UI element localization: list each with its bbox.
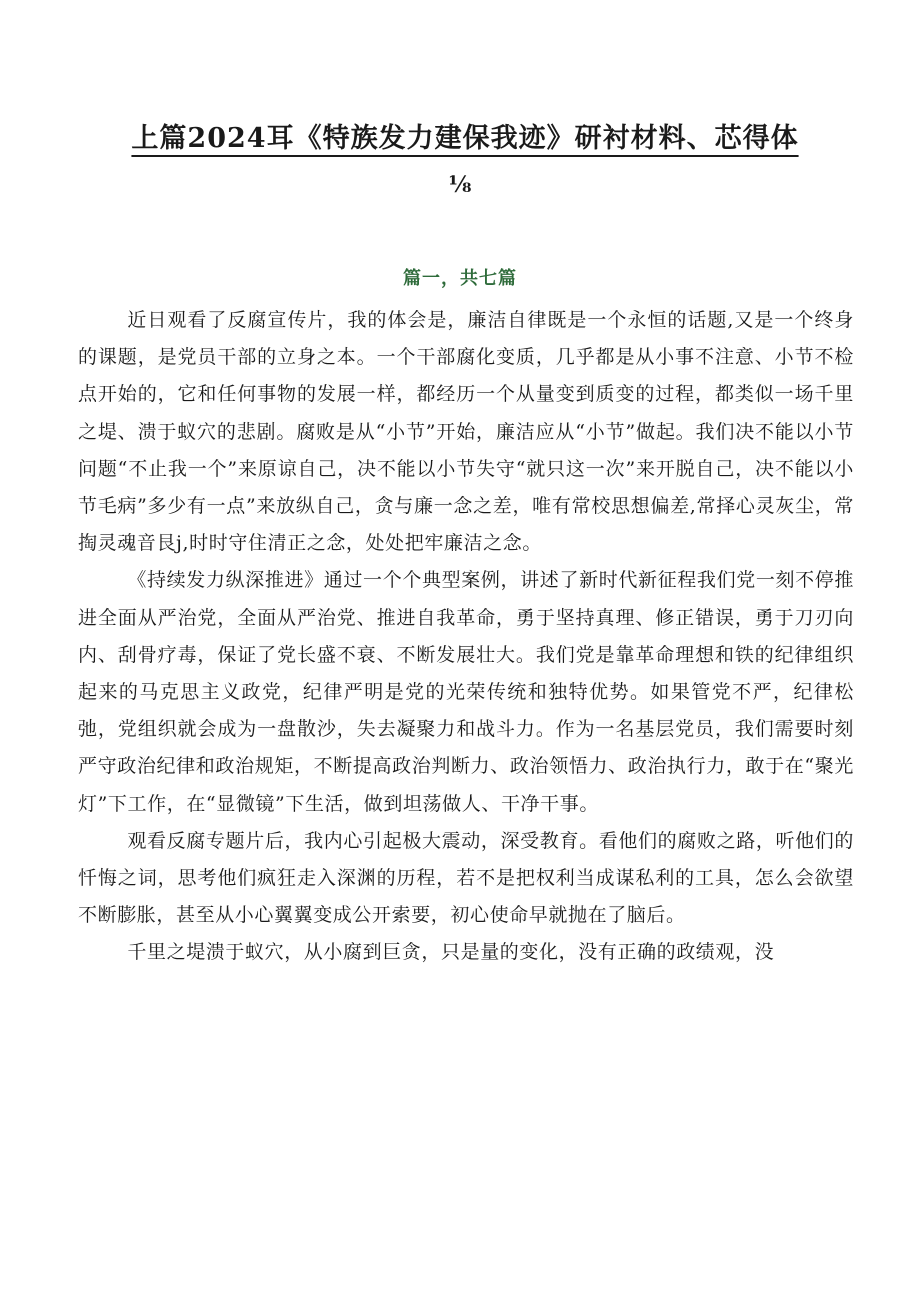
paragraph: 观看反腐专题片后，我内心引起极大震动，深受教育。看他们的腐败之路，听他们的忏悔之词，思考他们疯狂走入深渊的历程，若不是把权利当成谋私利的工具，怎么会欲望不断膨胀，甚至从小心翼翼变成公开索要，初心使命早就抛在了脑后。 bbox=[78, 829, 854, 927]
document-title: 上篇2024耳《特族发力建保我迹》研衬材料、芯得体 bbox=[131, 123, 799, 154]
document-body bbox=[78, 302, 854, 972]
paragraph: 千里之堤溃于蚁穴，从小腐到巨贪，只是量的变化，没有正确的政绩观，没 bbox=[127, 941, 775, 964]
section-heading: 篇一，共七篇 bbox=[403, 268, 517, 289]
paragraph: 近日观看了反腐宣传片，我的体会是，廉洁自律既是一个永恒的话题,又是一个终身的课题，是党员干部的立身之本。一个干部腐化变质，几乎都是从小事不注意、小节不检点开始的，它和任何事物的发展一样，都经历一个从量变到质变的过程，都类似一场千里之堤、溃于蚁穴的悲剧。腐败是从“小节”开始，廉洁应从“小节”做起。我们决不能以小节问题“不止我一个”来原谅自己，决不能以小节失守“就只这一次”来开脱自己，决不能以小节毛病”多少有一点”来放纵自己，贪与廉一念之差，唯有常校思想偏差,常择心灵灰尘，常掏灵魂音艮j,时时守住清正之念，处处把牢廉洁之念。 bbox=[78, 309, 854, 555]
document-title-continuation: ⅛ bbox=[448, 172, 472, 198]
paragraph: 《持续发力纵深推进》通过一个个典型案例，讲述了新时代新征程我们党一刻不停推进全面从严治党，全面从严治党、推进自我革命，勇于坚持真理、修正错误，勇于刀刃向内、刮骨疗毒，保证了党长盛不衰、不断发展壮大。我们党是靠革命理想和铁的纪律组织起来的马克思主义政党，纪律严明是党的光荣传统和独特优势。如果管党不严，纪律松弛，党组织就会成为一盘散沙，失去凝聚力和战斗力。作为一名基层党员，我们需要时刻严守政治纪律和政治规矩，不断提高政治判断力、政治领悟力、政治执行力，敢于在“聚光灯”下工作，在“显微镜”下生活，做到坦荡做人、干净干事。 bbox=[78, 569, 854, 815]
